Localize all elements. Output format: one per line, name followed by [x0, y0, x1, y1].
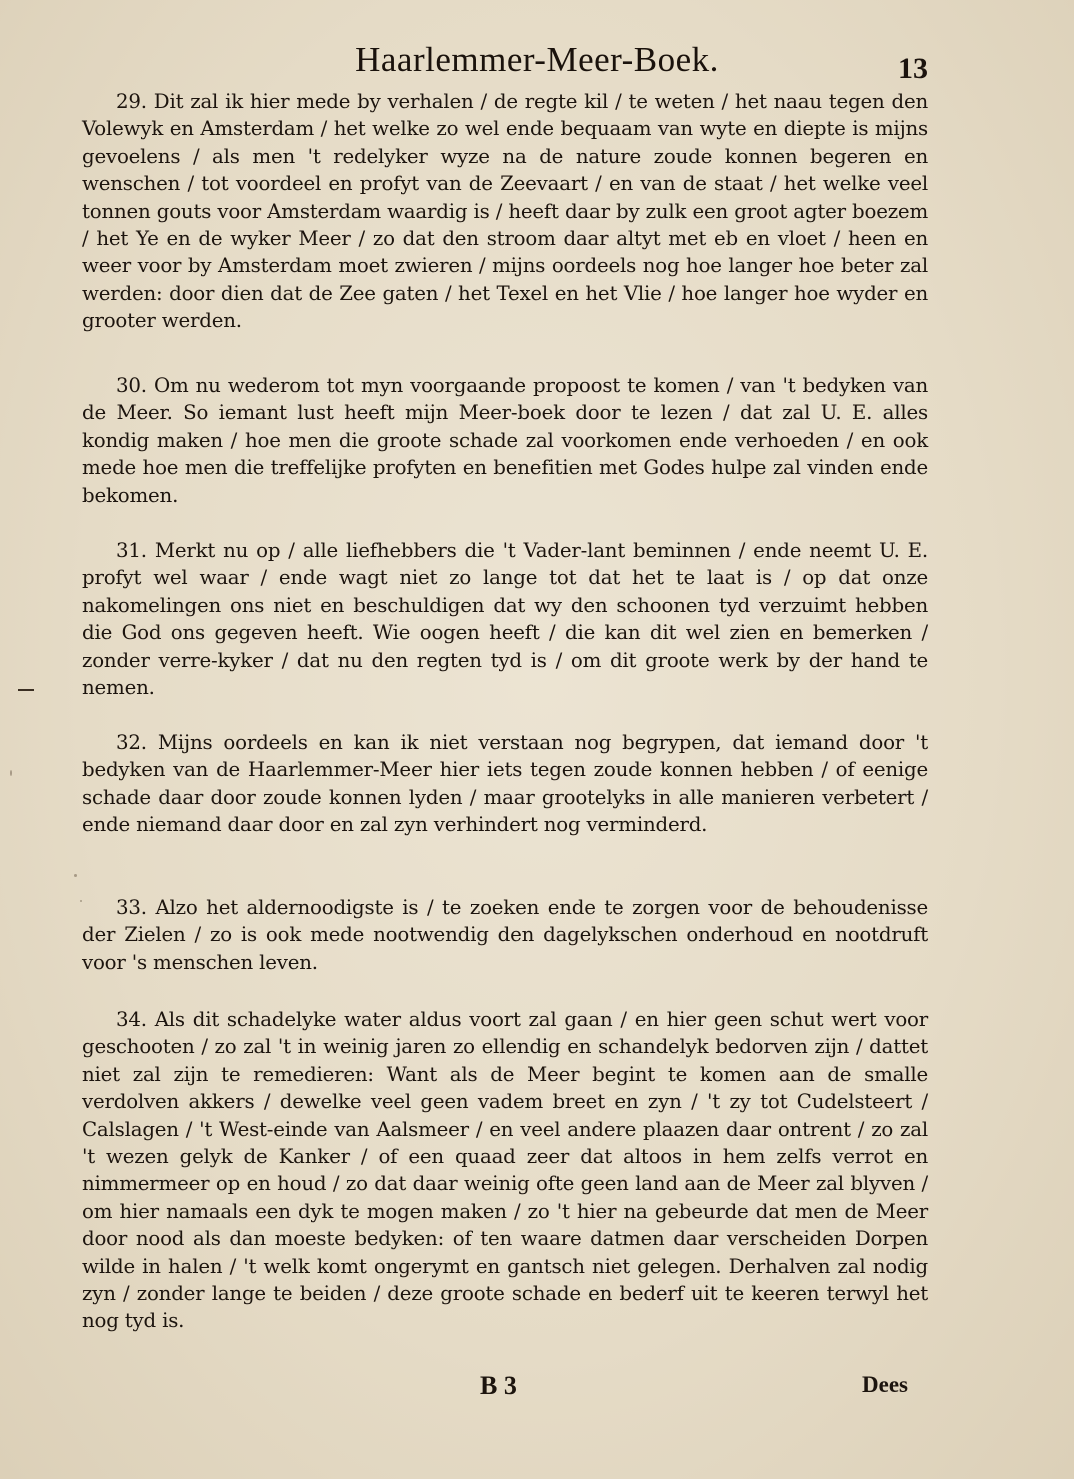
paper-speck	[80, 900, 82, 902]
paragraph-number: 33.	[116, 896, 147, 919]
page-title: Haarlemmer-Meer-Boek.	[355, 40, 719, 79]
paragraph-number: 34.	[116, 1008, 147, 1031]
signature-mark: B 3	[480, 1371, 517, 1400]
paragraph-text: Merkt nu op / alle liefhebbers die 't Vader-lant beminnen / ende neemt U. E. profyt wel waar / ende wagt niet zo lange tot dat het te laat is / op dat onze nakomelingen ons niet en beschuldigen dat wy den schoonen tyd verzuimt hebben die God ons gegeven heeft. Wie oogen heeft / die kan dit wel zien en bemerken / zonder verre-kyker / dat nu den regten tyd is / om dit groote werk by der hand te nemen.	[82, 539, 928, 700]
paragraph-text: Om nu wederom tot myn voorgaande propoost te komen / van 't bedyken van de Meer. So iemant lust heeft mijn Meer-boek door te lezen / dat zal U. E. alles kondig maken / hoe men die groote schade zal voorkomen ende verhoeden / en ook mede hoe men die treffelijke profyten en benefitien met Godes hulpe zal vinden ende bekomen.	[82, 374, 928, 507]
paragraph-text: Dit zal ik hier mede by verhalen / de regte kil / te weten / het naau tegen den Volewyk en Amsterdam / het welke zo wel ende bequaam van wyte en diepte is mijns gevoelens / als men 't redelyker wyze na de nature zoude konnen begeren en wenschen / tot voordeel en profyt van de Zeevaart / en van de staat / het welke veel tonnen gouts voor Amsterdam waardig is / heeft daar by zulk een groot agter boezem / het Ye en de wyker Meer / zo dat den stroom daar altyt met eb en vloet / heen en weer voor by Amsterdam moet zwieren / mijns oordeels nog hoe langer hoe beter zal werden: door dien dat de Zee gaten / het Texel en het Vlie / hoe langer hoe wyder en grooter werden.	[82, 90, 928, 333]
paragraph-32	[82, 729, 928, 839]
paper-speck	[10, 770, 12, 776]
paper-speck	[74, 874, 77, 877]
paragraph-30	[82, 372, 928, 509]
paragraph-number: 31.	[116, 539, 147, 562]
paragraph-number: 32.	[116, 731, 147, 754]
paragraph-31	[82, 537, 928, 701]
paragraph-number: 30.	[116, 374, 147, 397]
catchword: Dees	[862, 1372, 908, 1397]
paragraph-text: Alzo het aldernoodigste is / te zoeken ende te zorgen voor de behoudenisse der Zielen / zo is ook mede nootwendig den dagelykschen onderhoud en nootdruft voor 's menschen leven.	[82, 896, 928, 974]
paragraph-34	[82, 1006, 928, 1335]
paragraph-number: 29.	[116, 90, 147, 113]
paragraph-text: Als dit schadelyke water aldus voort zal gaan / en hier geen schut wert voor geschooten / zo zal 't in weinig jaren zo ellendig en schandelyk bedorven zijn / dattet niet zal zijn te remedieren: Want als de Meer begint te komen aan de smalle verdolven akkers / dewelke veel geen vadem breet en zyn / 't zy tot Cudelsteert / Calslagen / 't West-einde van Aalsmeer / en veel andere plaazen daar ontrent / zo zal 't wezen gelyk de Kanker / of een quaad zeer dat altoos in hem zelfs verrot en nimmermeer op en houd / zo dat daar weinig ofte geen land aan de Meer zal blyven / om hier namaals een dyk te mogen maken / zo 't hier na gebeurde dat men de Meer door nood als dan moeste bedyken: of ten waare datmen daar verscheiden Dorpen wilde in halen / 't welk komt ongerymt en gantsch niet gelegen. Derhalven zal nodig zyn / zonder lange te beiden / deze groote schade en bederf uit te keeren terwyl het nog tyd is.	[82, 1008, 928, 1333]
paragraph-29	[82, 88, 928, 335]
page-number: 13	[898, 52, 928, 85]
paragraph-text: Mijns oordeels en kan ik niet verstaan nog begrypen, dat iemand door 't bedyken van de Haarlemmer-Meer hier iets tegen zoude konnen hebben / of eenige schade daar door zoude konnen lyden / maar grootelyks in alle manieren verbetert / ende niemand daar door en zal zyn verhindert nog verminderd.	[82, 731, 929, 837]
paragraph-33	[82, 894, 928, 976]
margin-mark	[18, 689, 34, 691]
